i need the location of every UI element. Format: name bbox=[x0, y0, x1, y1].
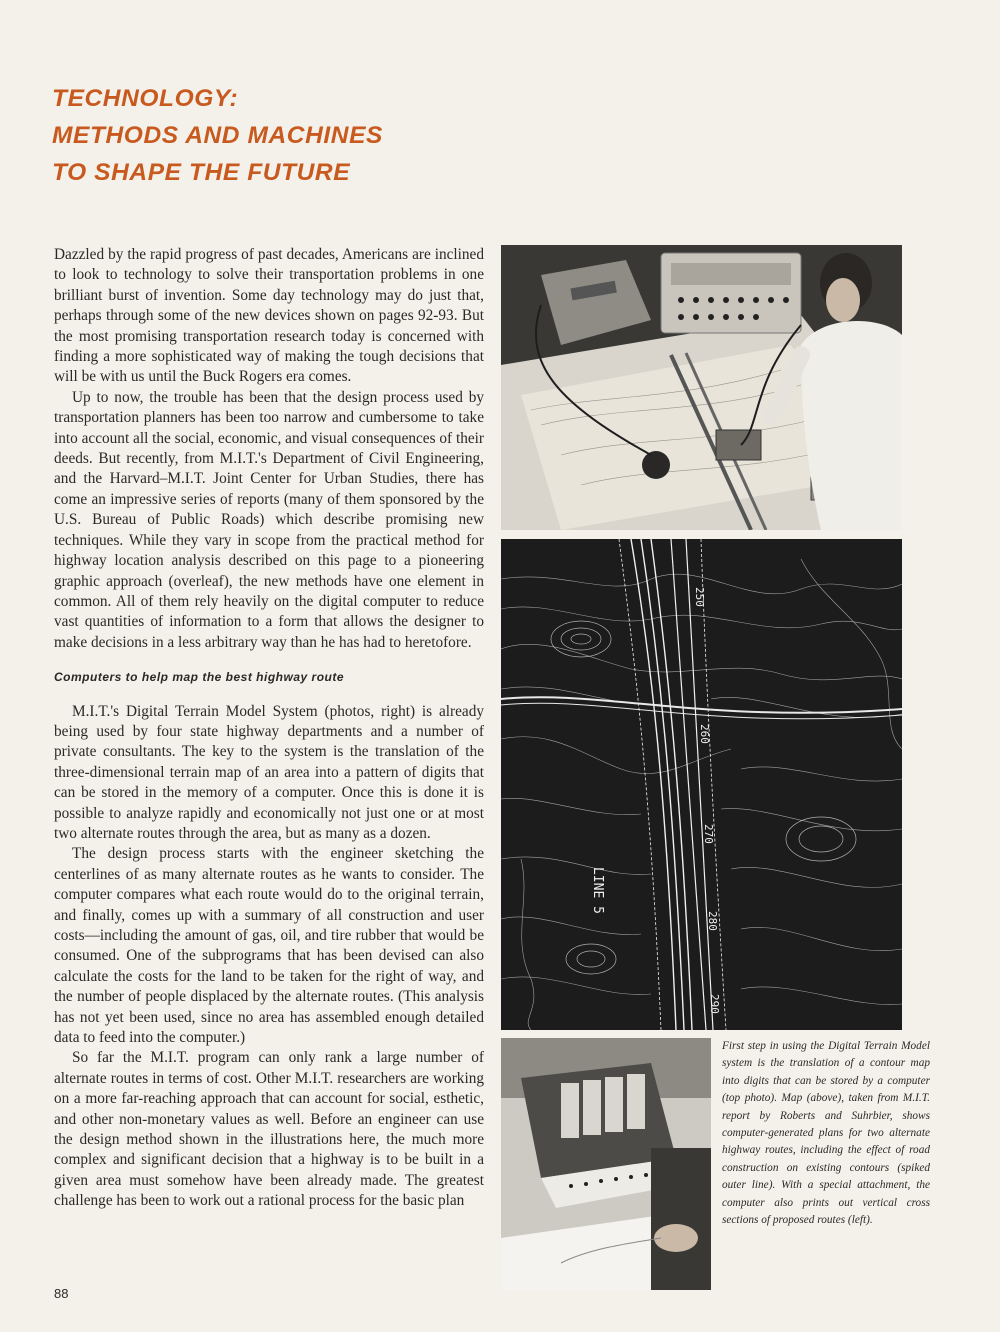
section-paragraph-1: M.I.T.'s Digital Terrain Model System (photos, right) is already being used by four state highway departments and a number of private consultants. The key to the system is the translation of the three-dimensional terrain map of an area into a pattern of digits that can be stored in the memory of a computer. Once this is done it is possible to analyze rapidly and economically not just one or at most two alternate routes through the area, but as many as a dozen. bbox=[54, 702, 484, 842]
station-label-290: 290 bbox=[708, 994, 721, 1014]
title-line-3: TO SHAPE THE FUTURE bbox=[52, 159, 351, 186]
station-label-270: 270 bbox=[702, 824, 715, 844]
intro-paragraph-1: Dazzled by the rapid progress of past decades, Americans are inclined to look to technology to solve their transportation problems in one brilliant burst of invention. Some day technology may do just that, perhaps through some of the new devices shown on pages 92-93. But the most promising transportation research today is concerned with finding a more sophisticated way of making the tough decisions that will be with us until the Buck Rogers era comes. bbox=[54, 246, 484, 386]
station-label-280: 280 bbox=[706, 911, 719, 931]
page-number: 88 bbox=[54, 1286, 69, 1301]
route-line-label: LINE 5 bbox=[590, 867, 605, 914]
section-subheading: Computers to help map the best highway route bbox=[54, 670, 345, 685]
digitizer-photo bbox=[501, 245, 902, 530]
title-line-2: METHODS AND MACHINES bbox=[52, 122, 383, 149]
station-label-250: 250 bbox=[693, 587, 706, 607]
title-line-1: TECHNOLOGY: bbox=[52, 85, 239, 112]
station-label-260: 260 bbox=[698, 724, 711, 744]
terrain-map-photo bbox=[501, 539, 902, 1030]
article-title bbox=[52, 80, 532, 191]
section-paragraph-3: So far the M.I.T. program can only rank a large number of alternate routes in terms of cost. Other M.I.T. researchers are working on a more far-reaching approach that can account for social, esthetic, and other non-monetary values as well. Before an engineer can use the design method shown in the illustrations here, the much more complex and significant decision that a highway is to be built in a given area must somehow have been already made. The greatest challenge has been to work out a rational process for the basic plan bbox=[54, 1049, 484, 1210]
section-paragraph-2: The design process starts with the engineer sketching the centerlines of as many alternate routes as he wants to consider. The computer compares what each route would do to the original terrain, and finally, comes up with a summary of all construction and user costs—including the amount of gas, oil, and tire rubber that would be consumed. One of the subprograms that has been devised can also calculate the costs for the land to be taken for the right of way, and the number of people displaced by the alternate routes. (This analysis has not yet been used, since no area has assembled enough detailed data to feed into the computer.) bbox=[54, 845, 484, 1047]
intro-paragraph-2: Up to now, the trouble has been that the design process used by transportation planners has been too narrow and cumbersome to take into account all the social, economic, and visual consequences of their deeds. But recently, from M.I.T.'s Department of Civil Engineering, and the Harvard–M.I.T. Joint Center for Urban Studies, there has come an impressive series of reports (many of them sponsored by the U.S. Bureau of Public Roads) which describe promising new techniques. While they vary in scope from the practical method for highway location analysis described on this page to a pioneering graphic approach (overleaf), the new methods have one element in common. All of them rely heavily on the digital computer to reduce vast quantities of information to a form that allows the designer to make decisions in a less arbitrary way than he has had to heretofore. bbox=[54, 388, 484, 651]
photo-caption: First step in using the Digital Terrain Model system is the translation of a contour map into digits that can be stored by a computer (top photo). Map (above), taken from M.I.T. report by Roberts and Suhrbier, shows computer-generated plans for two alternate highway routes, including the effect of road construction on existing contours (spiked outer line). With a special attachment, the computer also prints out vertical cross sections of proposed routes (left). bbox=[722, 1040, 930, 1227]
computer-console-photo bbox=[501, 1038, 711, 1290]
article-body bbox=[54, 245, 484, 1212]
